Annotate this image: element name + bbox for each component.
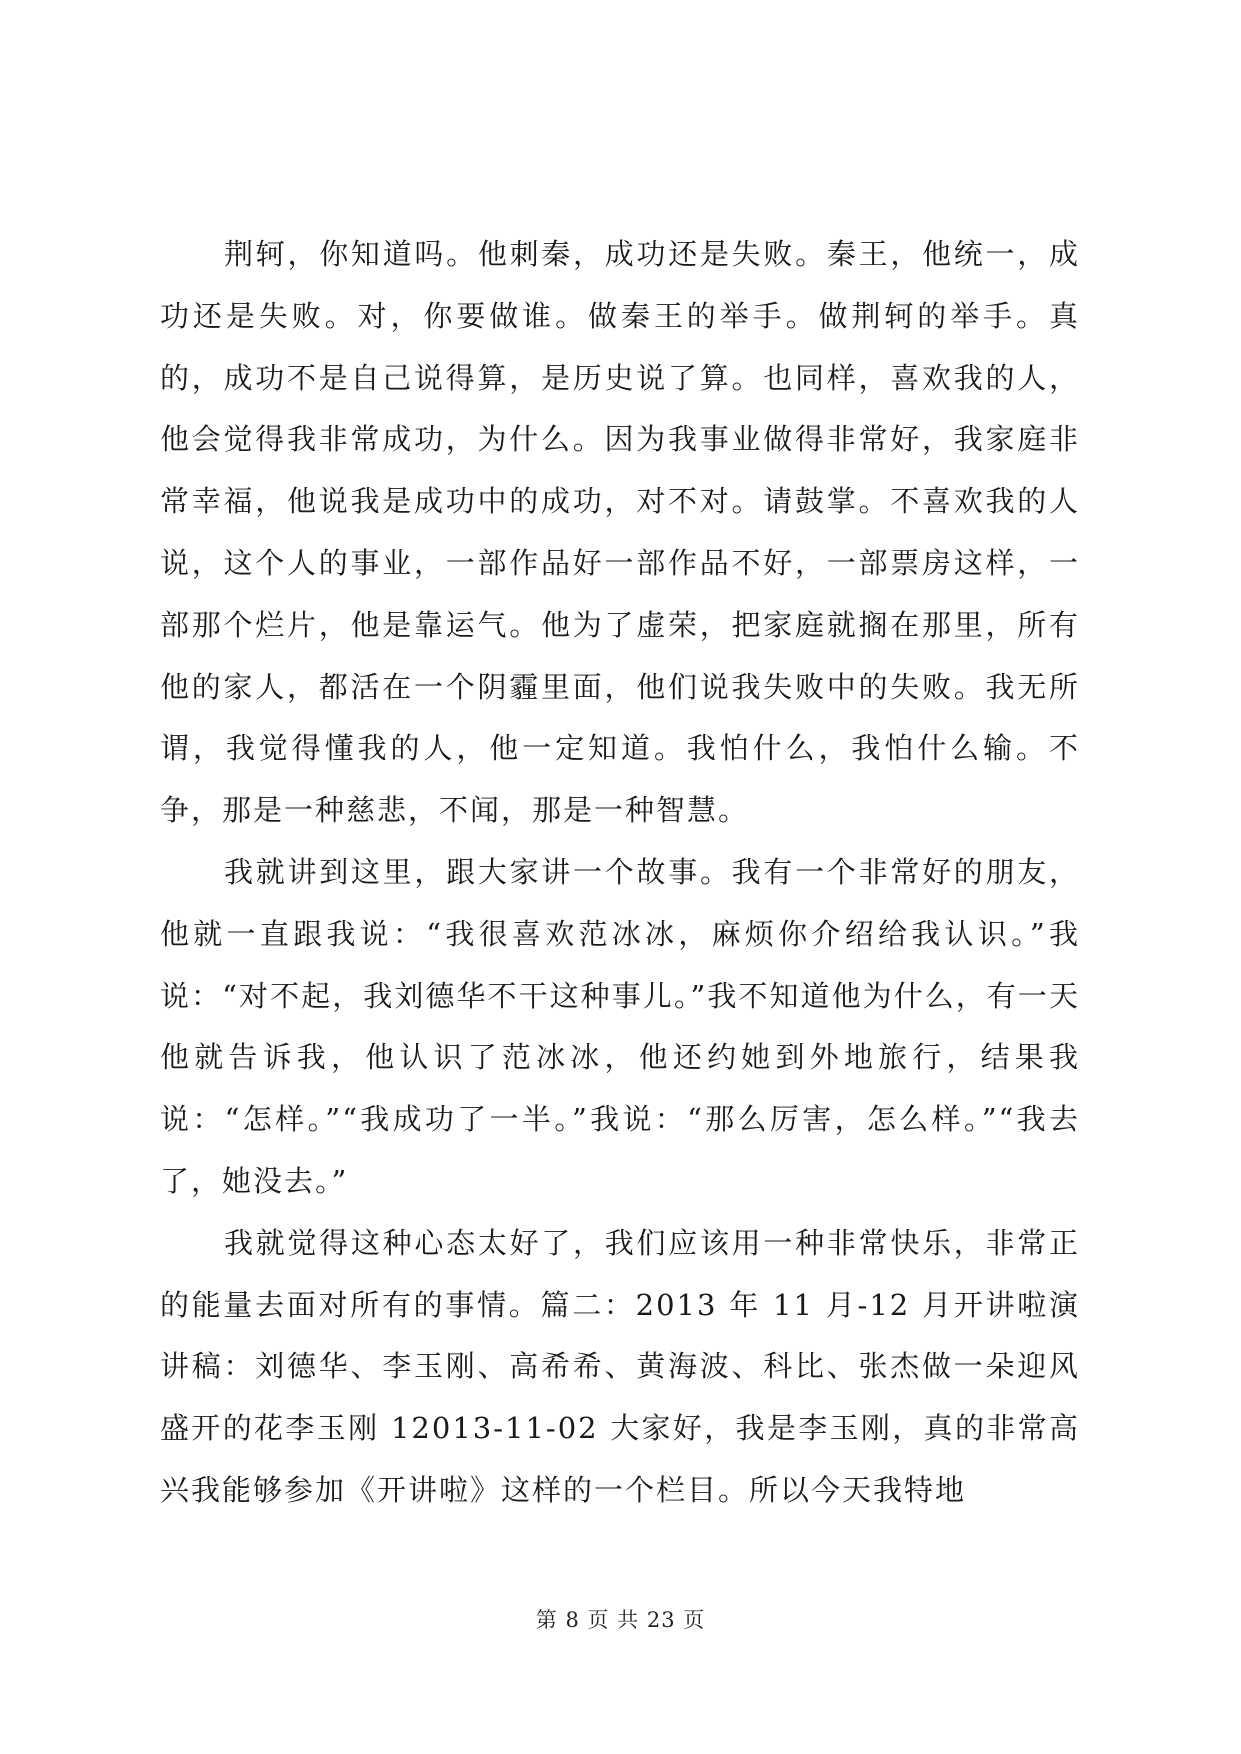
paragraph-2: 我就讲到这里，跟大家讲一个故事。我有一个非常好的朋友，他就一直跟我说：“我很喜欢范冰冰，麻烦你介绍给我认识。”我说：“对不起，我刘德华不干这种事儿。”我不知道他为什么，有一天他就告诉我，他认识了范冰冰，他还约她到外地旅行，结果我说：“怎样。”“我成功了一半。”我说：“那么厉害，怎么样。”“我去了，她没去。” — [160, 854, 1080, 1198]
page-number-footer: 第 8 页 共 23 页 — [535, 1608, 706, 1632]
paragraph-3: 我就觉得这种心态太好了，我们应该用一种非常快乐，非常正的能量去面对所有的事情。篇二：2013 年 11 月-12 月开讲啦演讲稿：刘德华、李玉刚、高希希、黄海波、科比、张杰做一朵迎风盛开的花李玉刚 12013-11-02 大家好，我是李玉刚，真的非常高兴我能够参加《开讲啦》这样的一个栏目。所以今天我特地 — [160, 1225, 1080, 1507]
body-text — [160, 224, 1080, 1522]
paragraph-1: 荆轲，你知道吗。他刺秦，成功还是失败。秦王，他统一，成功还是失败。对，你要做谁。做秦王的举手。做荆轲的举手。真的，成功不是自己说得算，是历史说了算。也同样，喜欢我的人，他会觉得我非常成功，为什么。因为我事业做得非常好，我家庭非常幸福，他说我是成功中的成功，对不对。请鼓掌。不喜欢我的人说，这个人的事业，一部作品好一部作品不好，一部票房这样，一部那个烂片，他是靠运气。他为了虚荣，把家庭就搁在那里，所有他的家人，都活在一个阴霾里面，他们说我失败中的失败。我无所谓，我觉得懂我的人，他一定知道。我怕什么，我怕什么输。不争，那是一种慈悲，不闻，那是一种智慧。 — [160, 237, 1080, 828]
